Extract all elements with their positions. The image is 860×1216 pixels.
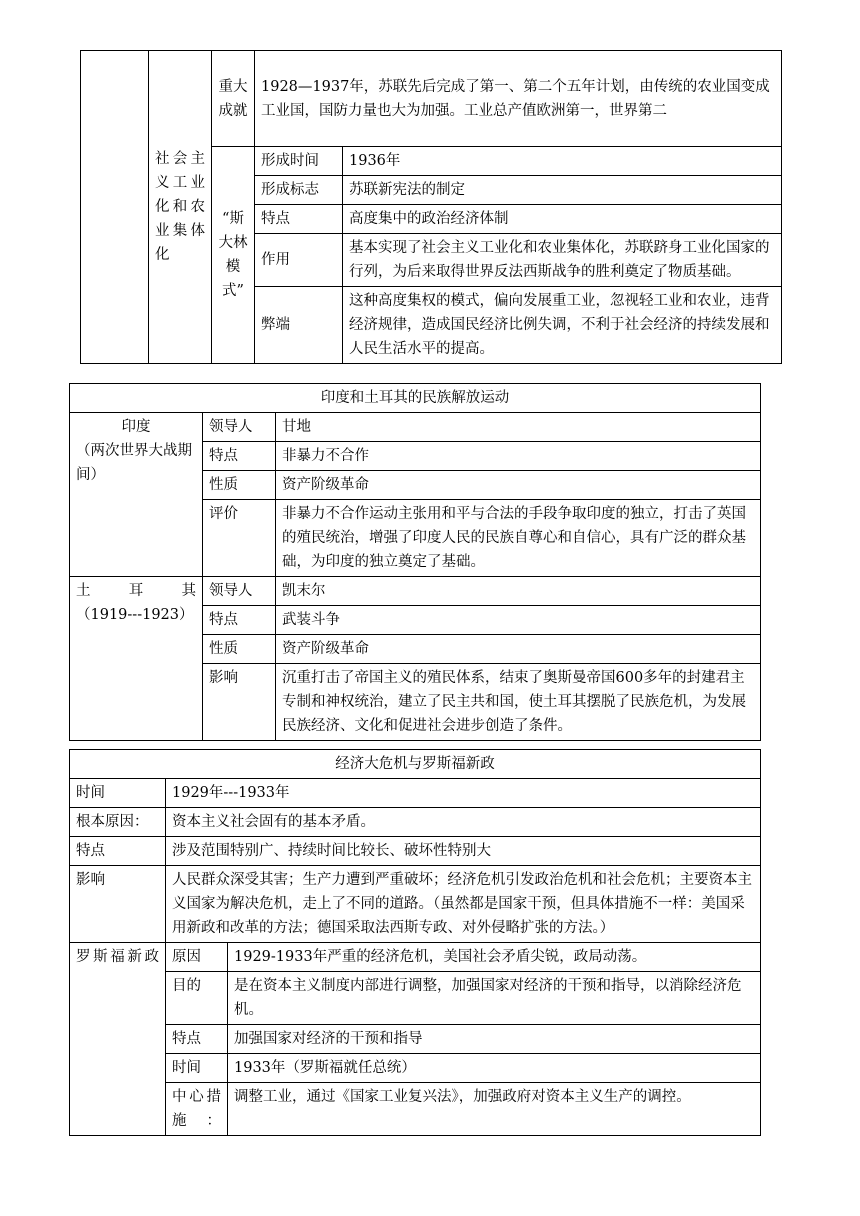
row-value: 是在资本主义制度内部进行调整，加强国家对经济的干预和指导，以消除经济危机。 <box>228 972 761 1025</box>
blank-cell <box>81 51 149 364</box>
new-deal-label: 罗斯福新政 <box>70 943 166 1136</box>
table-title: 印度和土耳其的民族解放运动 <box>70 384 761 413</box>
row-label: 性质 <box>203 635 276 664</box>
row-label: 时间 <box>166 1054 228 1083</box>
turkey-name: 土耳其 <box>76 583 196 599</box>
row-value: 加强国家对经济的干预和指导 <box>228 1025 761 1054</box>
row-label: 影响 <box>203 664 276 741</box>
row-value: 非暴力不合作运动主张用和平与合法的手段争取印度的独立，打击了英国的殖民统治，增强了印度人民的民族自尊心和自信心，具有广泛的群众基础，为印度的独立奠定了基础。 <box>276 500 761 577</box>
row-label: 性质 <box>203 471 276 500</box>
row-value: 这种高度集权的模式，偏向发展重工业，忽视轻工业和农业，违背经济规律，造成国民经济比例失调，不利于社会经济的持续发展和人民生活水平的提高。 <box>343 287 782 364</box>
row-value: 资产阶级革命 <box>276 471 761 500</box>
row-label: 作用 <box>255 234 343 287</box>
row-label: 根本原因： <box>70 808 166 837</box>
row-value: 1933年（罗斯福就任总统） <box>228 1054 761 1083</box>
independence-table <box>69 383 761 741</box>
row-label: 特点 <box>255 205 343 234</box>
row-label: 时间 <box>70 779 166 808</box>
row-label: 评价 <box>203 500 276 577</box>
india-cell <box>70 413 203 577</box>
group-label: 社会主义工业化和农业集体化 <box>149 51 212 364</box>
row-label: 目的 <box>166 972 228 1025</box>
row-label: 领导人 <box>203 577 276 606</box>
row-label: 特点 <box>203 442 276 471</box>
row-value: 高度集中的政治经济体制 <box>343 205 782 234</box>
row-label: 特点 <box>166 1025 228 1054</box>
row-value: 甘地 <box>276 413 761 442</box>
row-label: 原因 <box>166 943 228 972</box>
depression-table <box>69 749 761 1136</box>
row-label: 特点 <box>70 837 166 866</box>
table-title: 经济大危机与罗斯福新政 <box>70 750 761 779</box>
stalin-model-label: “斯大林模式” <box>212 147 255 364</box>
row-value: 1929-1933年严重的经济危机，美国社会矛盾尖锐，政局动荡。 <box>228 943 761 972</box>
row-value: 1936年 <box>343 147 782 176</box>
row-value: 人民群众深受其害；生产力遭到严重破坏；经济危机引发政治危机和社会危机；主要资本主义国家为解决危机，走上了不同的道路。（虽然都是国家干预，但具体措施不一样：美国采用新政和改革的方法；德国采取法西斯专政、对外侵略扩张的方法。） <box>166 866 761 943</box>
row-value: 调整工业，通过《国家工业复兴法》，加强政府对资本主义生产的调控。 <box>228 1083 761 1136</box>
row-label: 特点 <box>203 606 276 635</box>
row-value: 资本主义社会固有的基本矛盾。 <box>166 808 761 837</box>
achievement-label: 重大成就 <box>212 51 255 147</box>
row-label: 影响 <box>70 866 166 943</box>
row-value: 涉及范围特别广、持续时间比较长、破坏性特别大 <box>166 837 761 866</box>
row-value: 沉重打击了帝国主义的殖民体系，结束了奥斯曼帝国600多年的封建君主专制和神权统治，建立了民主共和国，使土耳其摆脱了民族危机，为发展民族经济、文化和促进社会进步创造了条件。 <box>276 664 761 741</box>
row-label: 领导人 <box>203 413 276 442</box>
row-label: 形成标志 <box>255 176 343 205</box>
row-value: 苏联新宪法的制定 <box>343 176 782 205</box>
india-name: 印度 <box>121 419 151 435</box>
achievement-text: 1928—1937年，苏联先后完成了第一、第二个五年计划，由传统的农业国变成工业国，国防力量也大为加强。工业总产值欧洲第一，世界第二 <box>255 51 782 147</box>
turkey-cell <box>70 577 203 741</box>
row-value: 基本实现了社会主义工业化和农业集体化，苏联跻身工业化国家的行列，为后来取得世界反法西斯战争的胜利奠定了物质基础。 <box>343 234 782 287</box>
row-value: 非暴力不合作 <box>276 442 761 471</box>
row-label: 中心措施： <box>166 1083 228 1136</box>
row-value: 武装斗争 <box>276 606 761 635</box>
row-value: 1929年---1933年 <box>166 779 761 808</box>
india-period: （两次世界大战期间） <box>76 443 192 483</box>
row-value: 资产阶级革命 <box>276 635 761 664</box>
turkey-period: （1919---1923） <box>76 607 194 623</box>
row-label: 形成时间 <box>255 147 343 176</box>
row-label: 弊端 <box>255 287 343 364</box>
row-value: 凯末尔 <box>276 577 761 606</box>
ussr-table <box>80 50 782 364</box>
